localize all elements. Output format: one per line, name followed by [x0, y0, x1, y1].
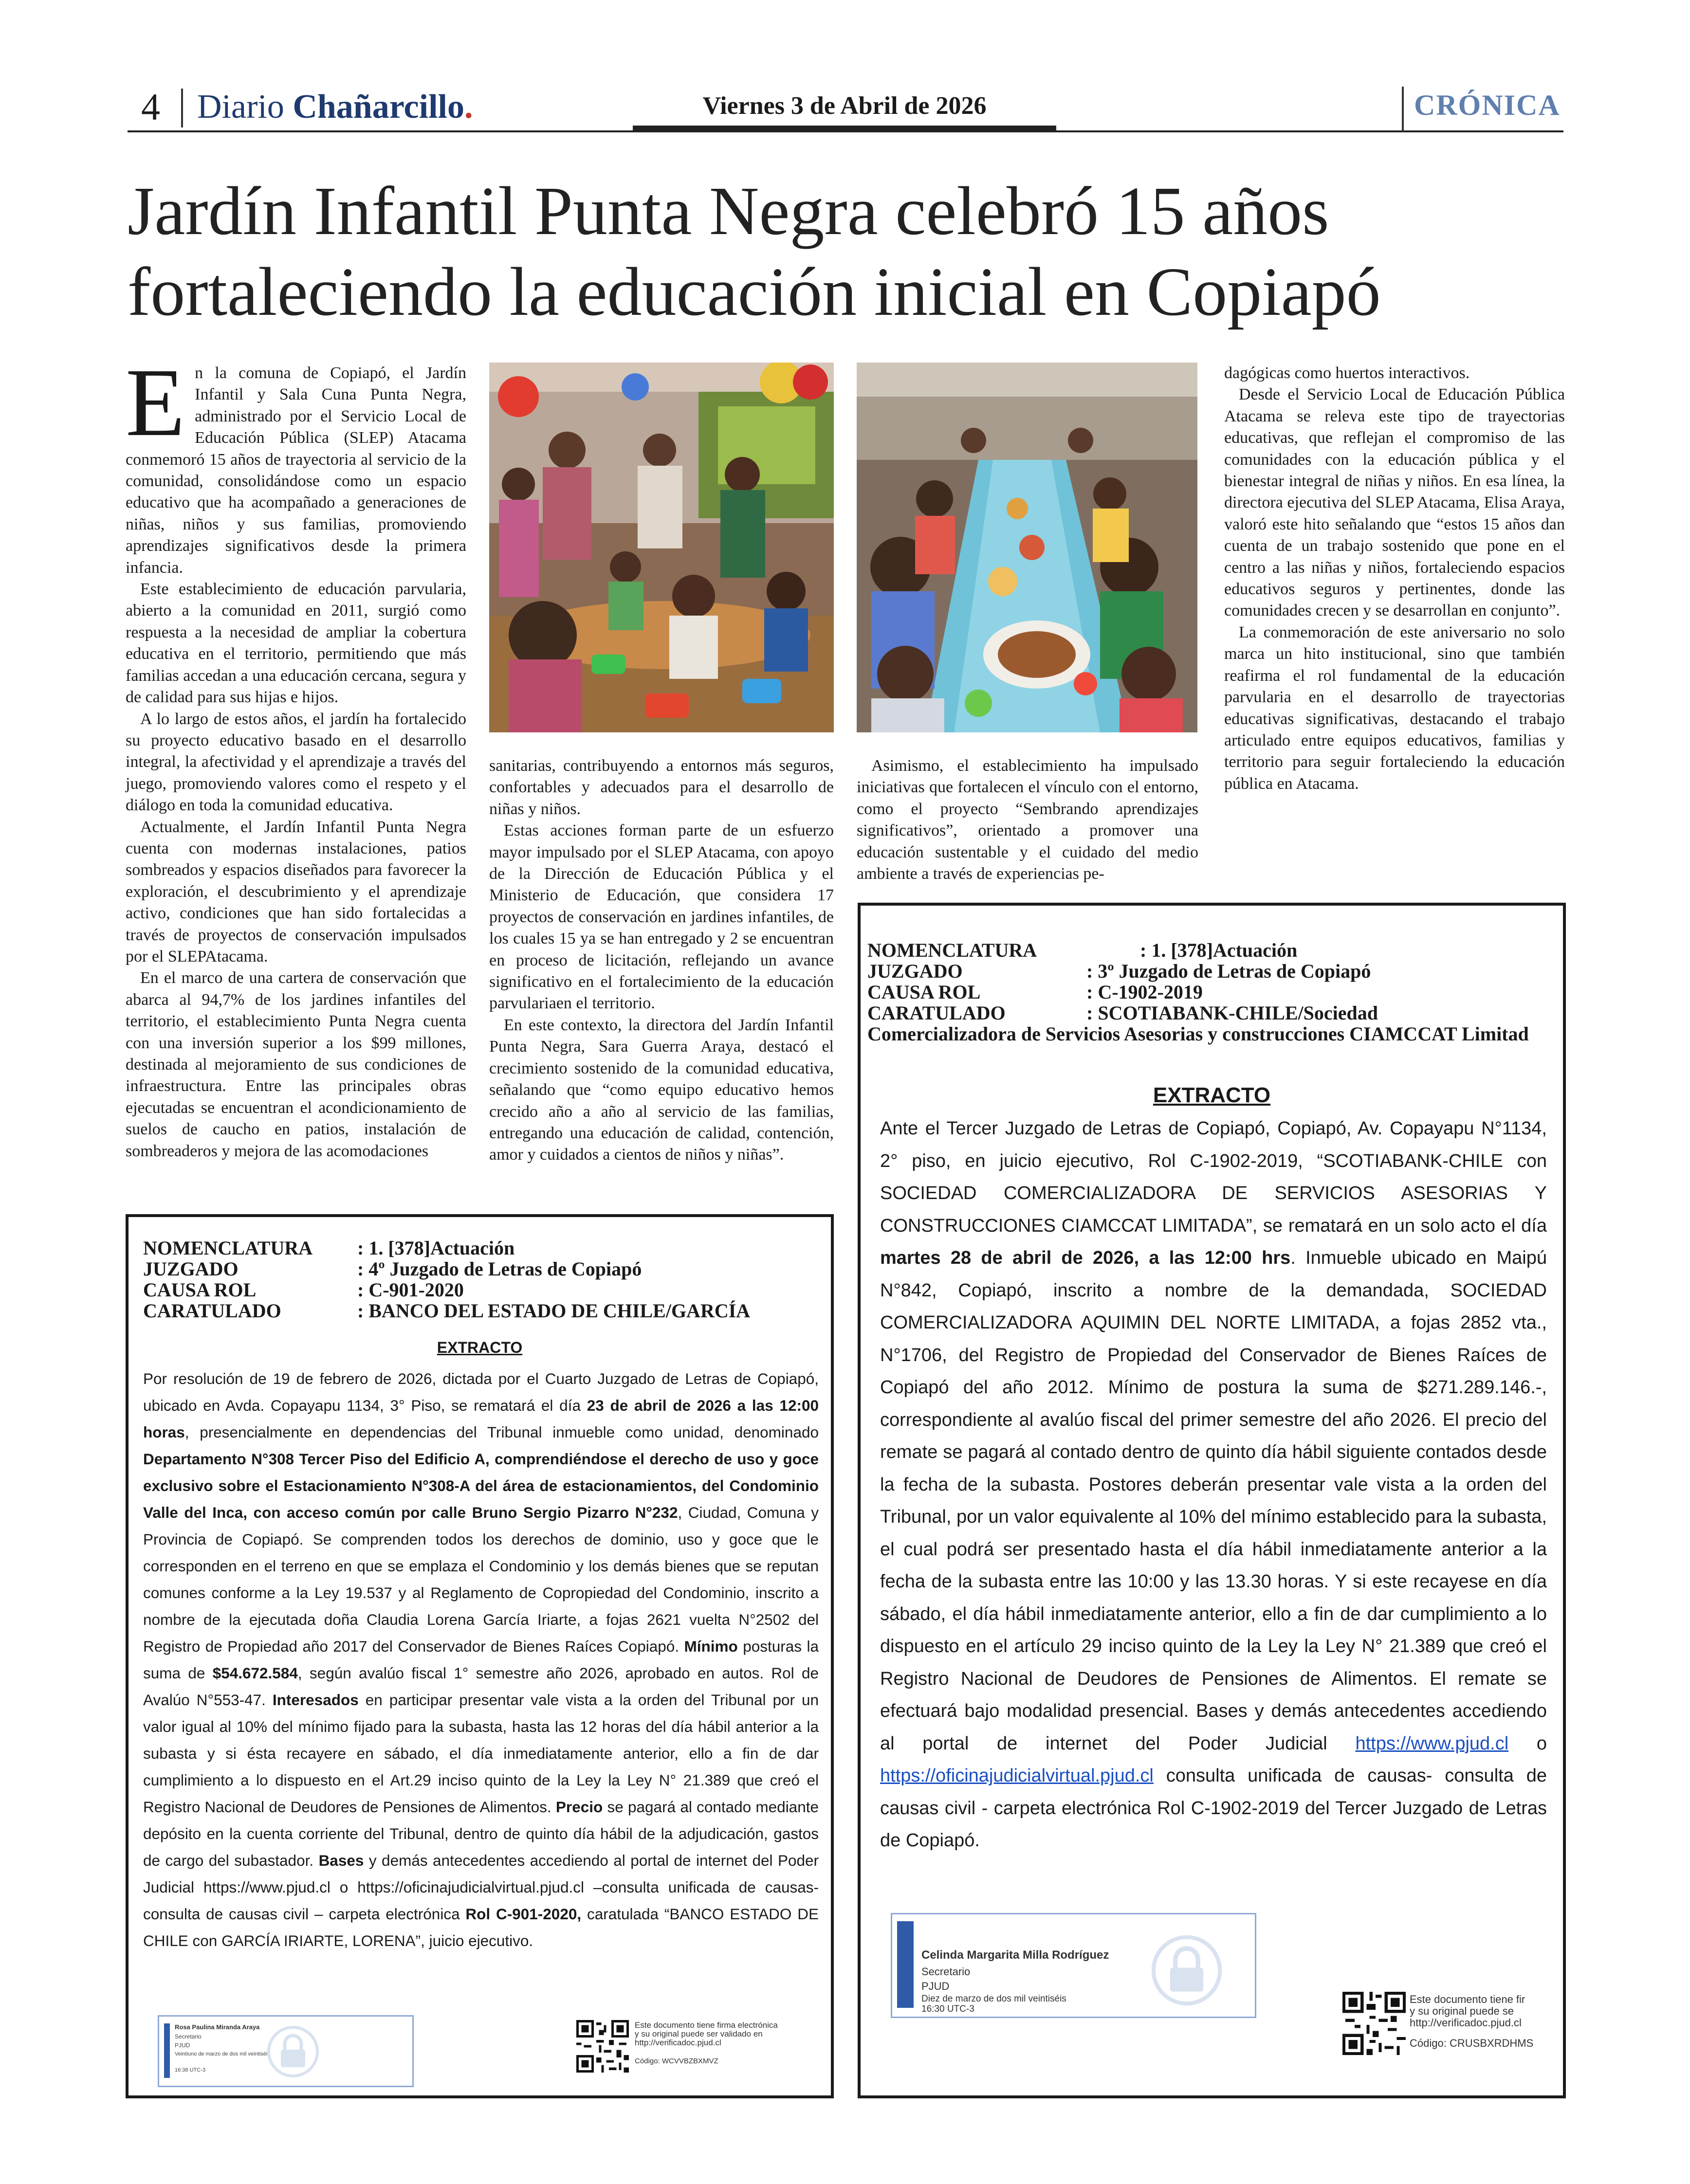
bold-text: Interesados — [272, 1691, 359, 1709]
paragraph: En este contexto, la directora del Jardín Infantil Punta Negra, Sara Guerra Araya, destacó el crecimiento sostenido de la comunidad educativa, señalando que “como equipo educativo hemos crecido año a año al servicio de las familias, entregando una educación de calidad, contención, amor y cuidados a cientos de niños y niñas”. — [489, 1016, 834, 1164]
link-pjud[interactable]: https://www.pjud.cl — [1355, 1733, 1509, 1754]
pjud-logo-icon — [164, 2023, 170, 2078]
row-causa — [143, 1279, 825, 1300]
signer-role: Secretario — [175, 2033, 202, 2040]
row-caratulado — [867, 1002, 1559, 1023]
header-rule — [128, 130, 1563, 132]
article-column-2 — [489, 755, 834, 1166]
paragraph: sanitarias, contribuyendo a entornos más seguros, confortables y adecuados para el desarrollo de niñas y niños. — [489, 757, 834, 818]
row-caratulado — [143, 1300, 825, 1321]
label: NOMENCLATURA — [867, 939, 1037, 961]
label: CARATULADO — [143, 1300, 281, 1322]
label: CARATULADO — [867, 1002, 1006, 1024]
signature-card — [891, 1913, 1256, 2018]
notice-2-body — [880, 1112, 1547, 1857]
label: CAUSA ROL — [867, 981, 981, 1003]
text: consulta unificada de causas- consulta de causas civil - carpeta electrónica Rol C-1902-2019 del Tercer Juzgado de Letras de Copiapó. — [880, 1765, 1547, 1851]
verify-code: Código: WCVVBZBXMVZ — [635, 2057, 718, 2065]
lock-icon — [266, 2025, 320, 2078]
page-number: 4 — [141, 86, 160, 128]
row-nomenclatura — [867, 940, 1559, 961]
label: CAUSA ROL — [143, 1279, 257, 1301]
verify-line-1: Este documento tiene firma electrónica — [635, 2020, 778, 2030]
text: , presencialmente en dependencias del Tribunal inmueble como unidad, denominado — [184, 1423, 819, 1441]
photo-children-table — [857, 363, 1197, 732]
verify-url: http://verificadoc.pjud.cl — [635, 2038, 721, 2047]
extracto-title: EXTRACTO — [1153, 1083, 1271, 1107]
text: , según avalúo fiscal 1° semestre año 2026, aprobado en autos. Rol de Avalúo N°553-47. — [143, 1664, 819, 1709]
signature-date: Veintiuno de marzo de dos mil veintiséis — [175, 2051, 270, 2057]
verify-line-1: Este documento tiene fir — [1410, 1994, 1525, 2005]
paragraph: dagógicas como huertos interactivos. — [1224, 364, 1470, 382]
photo-classroom-celebration — [489, 363, 834, 732]
text: o — [1508, 1733, 1547, 1754]
row-nomenclatura — [143, 1238, 825, 1258]
text: Por resolución de 19 de febrero de 2026, dictada por el Cuarto Juzgado de Letras de Copiapó, ubicado en Avda. Copayapu 1134, 3° Piso, se rematará el día — [143, 1370, 819, 1414]
verify-line-2: y su original puede se — [1410, 2005, 1514, 2017]
signature-date: Diez de marzo de dos mil veintiséis — [921, 1994, 1066, 2004]
paper-name-dot: . — [464, 88, 473, 126]
bold-text: Departamento N°308 Tercer Piso del Edificio A, comprendiéndose el derecho de uso y goce exclusivo sobre el Estacionamiento N°308-A del área de estacionamientos, del Condominio Valle del Inca, con acceso común por calle Bruno Sergio Pizarro N°232 — [143, 1450, 819, 1521]
text: Ante el Tercer Juzgado de Letras de Copiapó, Copiapó, Av. Copayapu N°1134, 2° piso, en juicio ejecutivo, Rol C-1902-2019, “SCOTIABANK-CHILE con SOCIEDAD COMERCIALIZADORA DE SERVICIOS ASESORIAS Y CONSTRUCCIONES CIAMCCAT LIMITADA”, se rematará en un solo acto el día — [880, 1118, 1547, 1236]
paragraph: Actualmente, el Jardín Infantil Punta Negra cuenta con modernas instalaciones, patios sombreados y espacios diseñados para favorecer la exploración, el descubrimiento y el aprendizaje activo, condiciones que han sido fortalecidas a través de proyectos de conservación impulsados por el SLEPAtacama. — [126, 818, 466, 965]
value: : 1. [378]Actuación — [1140, 939, 1298, 961]
paragraph: A lo largo de estos años, el jardín ha fortalecido su proyecto educativo basado en el desarrollo integral, la afectividad y el aprendizaje a través del juego, promoviendo valores como el respeto y el diálogo en toda la comunidad educativa. — [126, 710, 466, 815]
paragraph: Asimismo, el establecimiento ha impulsado iniciativas que fortalecen el vínculo con el entorno, como el proyecto “Sembrando aprendizajes significativos”, orientado a promover una educación sustentable y el cuidado del medio ambiente a través de experiencias pe- — [857, 757, 1198, 883]
verify-line-2: y su original puede ser validado en — [635, 2029, 763, 2038]
notice-1-body — [143, 1365, 819, 1954]
link-oficina-judicial-virtual[interactable]: https://oficinajudicialvirtual.pjud.cl — [880, 1765, 1154, 1786]
signature-time: 16:38 UTC-3 — [175, 2067, 205, 2073]
text: , Ciudad, Comuna y Provincia de Copiapó. Se comprenden todos los derechos de dominio, uso y goce que le corresponden en el terreno en que se emplaza el Condominio y los demás bienes que se reputan comunes conforme a la Ley 19.537 y al Reglamento de Copropiedad del Condominio, inscrito a nombre de la ejecutada doña Claudia Lorena García Iriarte, a fojas 2621 vuelta N°2502 del Registro de Propiedad año 2017 del Conservador de Bienes Raíces Copiapó. — [143, 1504, 819, 1655]
notice-1-metadata — [143, 1238, 825, 1321]
text: caratulada “BANCO ESTADO DE CHILE con GARCÍA IRIARTE, LORENA”, juicio ejecutivo. — [143, 1905, 819, 1949]
signer-org: PJUD — [921, 1980, 950, 1992]
signature-time: 16:30 UTC-3 — [921, 2004, 974, 2014]
header-separator — [181, 89, 183, 127]
bold-text: 23 de abril de 2026 a las 12:00 horas — [143, 1397, 819, 1441]
legal-notice-2 — [858, 903, 1566, 2098]
row-juzgado — [867, 961, 1559, 982]
value: : BANCO DEL ESTADO DE CHILE/GARCÍA — [357, 1300, 751, 1322]
article-column-3 — [857, 755, 1198, 885]
text: se pagará al contado mediante depósito en la cuenta corriente del Tribunal, dentro de quinto día hábil de la adjudicación, gastos de cargo del subastador. — [143, 1798, 819, 1869]
bold-text: Precio — [555, 1798, 603, 1816]
extracto-title: EXTRACTO — [437, 1339, 523, 1356]
lock-icon — [1150, 1934, 1223, 2007]
text: en participar presentar vale vista a la orden del Tribunal por un valor igual al 10% del mínimo fijado para la subasta, hasta las 12 horas del día hábil anterior a la subasta y si ésta recayere en sábado, el día inmediatamente anterior, ello a fin de dar cumplimiento a lo dispuesto en el Art.29 inciso quinto de la Ley la Ley N° 21.389 que creó el Registro Nacional de Deudores de Pensiones de Alimentos. — [143, 1691, 819, 1816]
paragraph: n la comuna de Copiapó, el Jardín Infantil y Sala Cuna Punta Negra, administrado por el Servicio Local de Educación Pública (SLEP) Atacama conmemoró 15 años de trayectoria al servicio de la comunidad, consolidándose como un espacio educativo que ha acompañado a generaciones de niñas, niños y sus familias, promoviendo aprendizajes significativos desde la primera infancia. — [126, 364, 466, 577]
text: . Inmueble ubicado en Maipú N°842, Copiapó, inscrito a nombre de la demandada, SOCIEDAD COMERCIALIZADORA AQUIMIN DEL NORTE LIMITADA, a fojas 2852 vta., N°1706, del Registro de Propiedad del Conservador de Bienes Raíces de Copiapó del año 2012. Mínimo de postura la suma de $271.289.146.-, correspondiente al avalúo fiscal del primer semestre del año 2026. El precio del remate se pagará al contado dentro de quinto día hábil siguiente contados desde la fecha de la subasta. Postores deberán presentar vale vista a la orden del Tribunal, por un valor equivalente al 10% del mínimo establecido para la subasta, el cual podrá ser presentado hasta el día hábil inmediatamente anterior a la fecha de la subasta entre las 10:00 y las 13.30 horas. Y si este recayese en día sábado, el día hábil inmediatamente anterior, ello a fin de dar cumplimiento a lo dispuesto en el artículo 29 inciso quinto de la Ley la Ley N° 21.389 que creó el Registro Nacional de Deudores de Pensiones de Alimentos. El remate se efectuará bajo modalidad presencial. Bases y demás antecedentes accediendo al portal de internet del Poder Judicial — [880, 1248, 1547, 1754]
value: : 4º Juzgado de Letras de Copiapó — [357, 1258, 642, 1280]
pjud-logo-icon — [897, 1921, 914, 2008]
label: JUZGADO — [143, 1258, 239, 1280]
bold-text: Rol C-901-2020, — [465, 1905, 582, 1923]
section-separator — [1402, 87, 1404, 131]
section-name: CRÓNICA — [1414, 89, 1561, 121]
dropcap: E — [126, 349, 185, 456]
signer-role: Secretario — [921, 1966, 971, 1978]
signature-card — [158, 2015, 414, 2087]
bold-text: martes 28 de abril de 2026, a las 12:00 hrs — [880, 1248, 1291, 1268]
row-causa — [867, 982, 1559, 1002]
signer-name: Celinda Margarita Milla Rodríguez — [921, 1948, 1109, 1962]
value: : SCOTIABANK-CHILE/Sociedad — [1086, 1002, 1378, 1024]
verify-code: Código: CRUSBXRDHMS — [1410, 2037, 1534, 2049]
paper-name-prefix: Diario — [197, 88, 284, 126]
row-caratulado-cont: Comercializadora de Servicios Asesorias y construcciones CIAMCCAT Limitad — [867, 1023, 1529, 1045]
signer-name: Rosa Paulina Miranda Araya — [175, 2023, 260, 2031]
value: : C-1902-2019 — [1086, 981, 1203, 1003]
paper-name — [197, 88, 473, 127]
paragraph: Este establecimiento de educación parvularia, abierto a la comunidad en 2011, surgió como respuesta a la necesidad de ampliar la cobertura educativa en el territorio, permitiendo que más familias accedan a una educación cercana, segura y de calidad para sus hijas e hijos. — [126, 580, 466, 707]
label: NOMENCLATURA — [143, 1237, 313, 1259]
verify-url: http://verificadoc.pjud.cl — [1410, 2017, 1522, 2029]
label: JUZGADO — [867, 960, 963, 982]
paragraph: Desde el Servicio Local de Educación Pública Atacama se releva este tipo de trayectorias educativas, que reflejan el compromiso de las comunidades con la educación pública y el bienestar integral de niñas y niños. En esa línea, la directora ejecutiva del SLEP Atacama, Elisa Araya, valoró este hito señalando que “estos 15 años dan cuenta de un trabajo sostenido que pone en el centro a las niñas y niños, fortaleciendo espacios educativos seguros y pertinentes, donde las comunidades crecen y se desarrollan en conjunto”. — [1224, 385, 1565, 620]
headline: Jardín Infantil Punta Negra celebró 15 años fortaleciendo la educación inicial en Copiapó — [128, 172, 1381, 330]
value: : 3º Juzgado de Letras de Copiapó — [1086, 960, 1371, 982]
article-column-4 — [1224, 363, 1565, 795]
text: posturas la suma de — [143, 1638, 819, 1682]
article-column-1 — [126, 349, 466, 1162]
bold-text: $54.672.584 — [212, 1664, 298, 1682]
bold-text: Mínimo — [684, 1638, 738, 1655]
notice-2-metadata — [867, 940, 1559, 1044]
paper-name-main: Chañarcillo — [293, 88, 464, 126]
value: : C-901-2020 — [357, 1279, 464, 1301]
paragraph: Estas acciones forman parte de un esfuerzo mayor impulsado por el SLEP Atacama, con apoyo de la Dirección de Educación Pública y el Ministerio de Educación, que considera 17 proyectos de conservación en jardines infantiles, de los cuales 15 ya se han entregado y 2 se encuentran en proceso de licitación, reflejando un avance significativo en el fortalecimiento de la educación parvulariaen el territorio. — [489, 821, 834, 1013]
signer-org: PJUD — [175, 2042, 190, 2049]
paragraph: La conmemoración de este aniversario no solo marca un hito institucional, sino que también reafirma el rol fundamental de la educación parvularia en el desarrollo de trayectorias educativas significativas, destacando el trabajo articulado entre equipos educativos, familias y territorio para seguir fortaleciendo la educación pública en Atacama. — [1224, 623, 1565, 793]
verify-text — [635, 2021, 829, 2066]
issue-date: Viernes 3 de Abril de 2026 — [702, 92, 987, 120]
legal-notice-1 — [126, 1214, 834, 2098]
row-juzgado — [143, 1258, 825, 1279]
value: : 1. [378]Actuación — [357, 1237, 515, 1259]
paragraph: En el marco de una cartera de conservación que abarca al 94,7% de los jardines infantiles del territorio, el establecimiento Punta Negra cuenta con una inversión superior a los $99 millones, destinada al mejoramiento de sus condiciones de infraestructura. Entre las principales obras ejecutadas se encuentran el acondicionamiento de suelos de caucho en patios, instalación de sombreaderos y mejora de las acomodaciones — [126, 969, 466, 1160]
verify-text — [1410, 1994, 1564, 2049]
date-rule — [633, 126, 1056, 130]
qr-code-icon — [1342, 1992, 1406, 2055]
bold-text: Bases — [318, 1852, 364, 1869]
text: y demás antecedentes accediendo al portal de internet del Poder Judicial https://www.pjud.cl o https://oficinajudicialvirtual.pjud.cl –consulta unificada de causas- consulta de causas civil – carpeta electrónica — [143, 1852, 819, 1923]
qr-code-icon — [576, 2020, 629, 2073]
